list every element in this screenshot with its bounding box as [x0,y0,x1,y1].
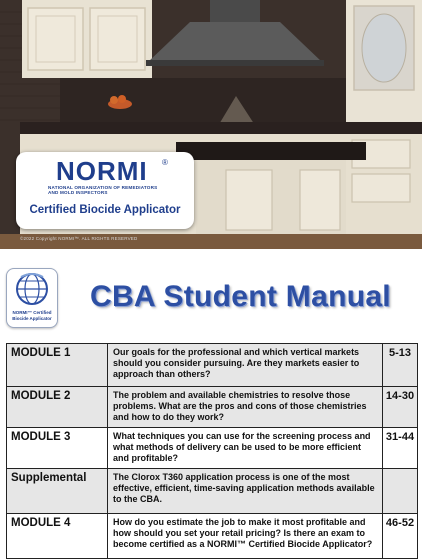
module-name: Supplemental [7,469,108,514]
module-pages: 5-13 [383,344,418,387]
normi-logo-card [16,152,194,229]
modules-table [6,343,418,559]
table-row [7,387,418,428]
module-description: The problem and available chemistries to resolve those problems. What are the pros and cons of those chemistries and how to do they work? [108,387,383,428]
module-description: What techniques you can use for the screening process and what methods of delivery can be used to be more efficient and profitable? [108,428,383,469]
module-pages: 14-30 [383,387,418,428]
badge-line-1: NORMI™ Certified [12,310,52,315]
module-name: MODULE 3 [7,428,108,469]
module-description: Our goals for the professional and which vertical markets should you consider pursuing. Are they markets easier to approach than others? [108,344,383,387]
copyright-notice: ©2022 Copyright NORMI™. ALL RIGHTS RESERVED [20,236,138,241]
module-pages [383,469,418,514]
certification-title: Certified Biocide Applicator [29,204,181,216]
module-name: MODULE 4 [7,514,108,559]
table-row [7,469,418,514]
badge-line-2: Biocide Applicator [12,316,52,321]
module-description: How do you estimate the job to make it most profitable and how should you set your retail pricing? Is there an exam to become certified as a NORMI™ Certified Biocide Applicator? [108,514,383,559]
cover-photo [0,0,422,249]
table-row [7,344,418,387]
page-title: CBA Student Manual [90,280,391,313]
module-name: MODULE 1 [7,344,108,387]
module-name: MODULE 2 [7,387,108,428]
module-description: The Clorox T360 application process is one of the most effective, efficient, time-saving application methods available to the CBA. [108,469,383,514]
module-pages: 31-44 [383,428,418,469]
table-row [7,428,418,469]
normi-logo: NORMI [56,156,148,186]
registered-mark: ® [162,158,168,167]
normi-subtitle: NATIONAL ORGANIZATION OF REMEDIATORS AND MOLD INSPECTORS [48,185,158,196]
globe-icon [7,269,57,309]
cba-badge [6,268,58,328]
table-row [7,514,418,559]
module-pages: 46-52 [383,514,418,559]
